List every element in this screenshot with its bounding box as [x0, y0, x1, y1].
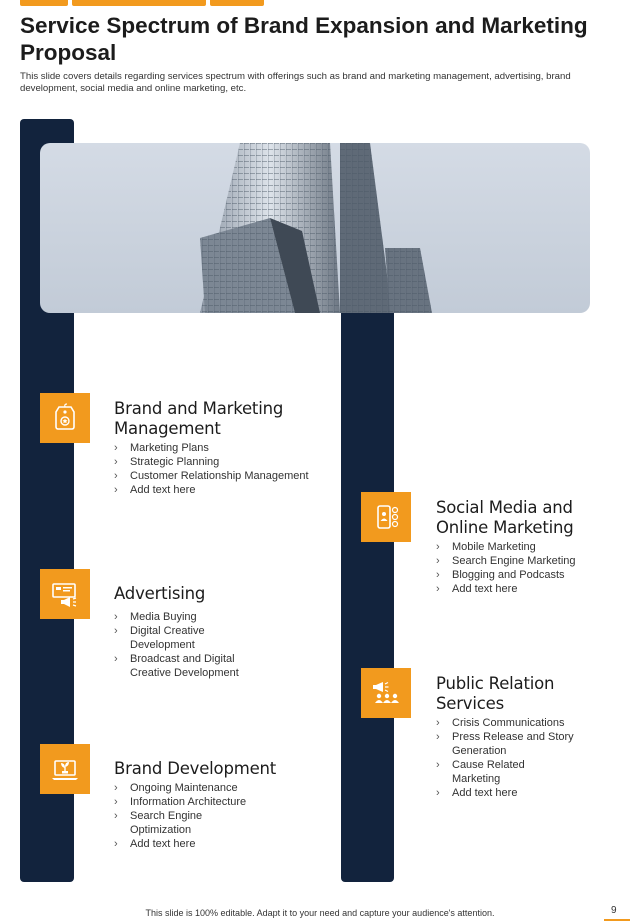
service-advertising [114, 584, 324, 680]
service-title: Brand Development [114, 759, 277, 778]
service-item: › Crisis Communications [436, 716, 626, 730]
hero-image [40, 143, 590, 313]
service-item: › Search Engine Marketing [436, 554, 626, 568]
megaphone-people-icon [361, 668, 411, 718]
service-item: › Press Release and Story Generation [436, 730, 596, 758]
service-brand-development [114, 759, 324, 851]
service-item: › Add text here [436, 582, 626, 596]
page-title: Service Spectrum of Brand Expansion and Marketing Proposal [20, 13, 588, 65]
accent-bar [210, 0, 264, 6]
service-title: Social Media and Online Marketing [436, 498, 574, 537]
service-item: › Digital Creative Development [114, 624, 224, 652]
page-number: 9 [611, 905, 617, 916]
service-item: › Broadcast and Digital Creative Development [114, 652, 254, 680]
service-social-media-online-marketing [436, 498, 626, 596]
service-title: Public Relation Services [436, 674, 555, 713]
laptop-plant-icon [40, 744, 90, 794]
service-item: › Add text here [114, 483, 324, 497]
accent-bar [20, 0, 68, 6]
footer-note: This slide is 100% editable. Adapt it to your need and capture your audience's attention. [145, 908, 495, 918]
service-item: › Marketing Plans [114, 441, 324, 455]
service-item: › Media Buying [114, 610, 324, 624]
service-item: › Add text here [114, 837, 324, 851]
billboard-megaphone-icon [40, 569, 90, 619]
price-tag-icon [40, 393, 90, 443]
service-title: Brand and Marketing Management [114, 399, 284, 438]
service-item: › Search Engine Optimization [114, 809, 214, 837]
service-item: › Strategic Planning [114, 455, 324, 469]
right-pillar [341, 305, 394, 882]
service-brand-marketing-management [114, 399, 324, 497]
mobile-social-icon [361, 492, 411, 542]
service-item: › Cause Related Marketing [436, 758, 546, 786]
page-subtitle: This slide covers details regarding services spectrum with offerings such as brand and marketing management, advertising, brand development, social media and online marketing, etc. [20, 71, 571, 94]
service-item: › Mobile Marketing [436, 540, 626, 554]
service-item: › Blogging and Podcasts [436, 568, 626, 582]
accent-bar [72, 0, 206, 6]
service-item: › Ongoing Maintenance [114, 781, 324, 795]
page-number-underline [604, 919, 630, 921]
skyscraper-image [40, 143, 590, 313]
service-public-relation-services [436, 674, 626, 800]
service-item: › Information Architecture [114, 795, 324, 809]
service-item: › Add text here [436, 786, 626, 800]
service-item: › Customer Relationship Management [114, 469, 324, 483]
service-title: Advertising [114, 584, 206, 603]
